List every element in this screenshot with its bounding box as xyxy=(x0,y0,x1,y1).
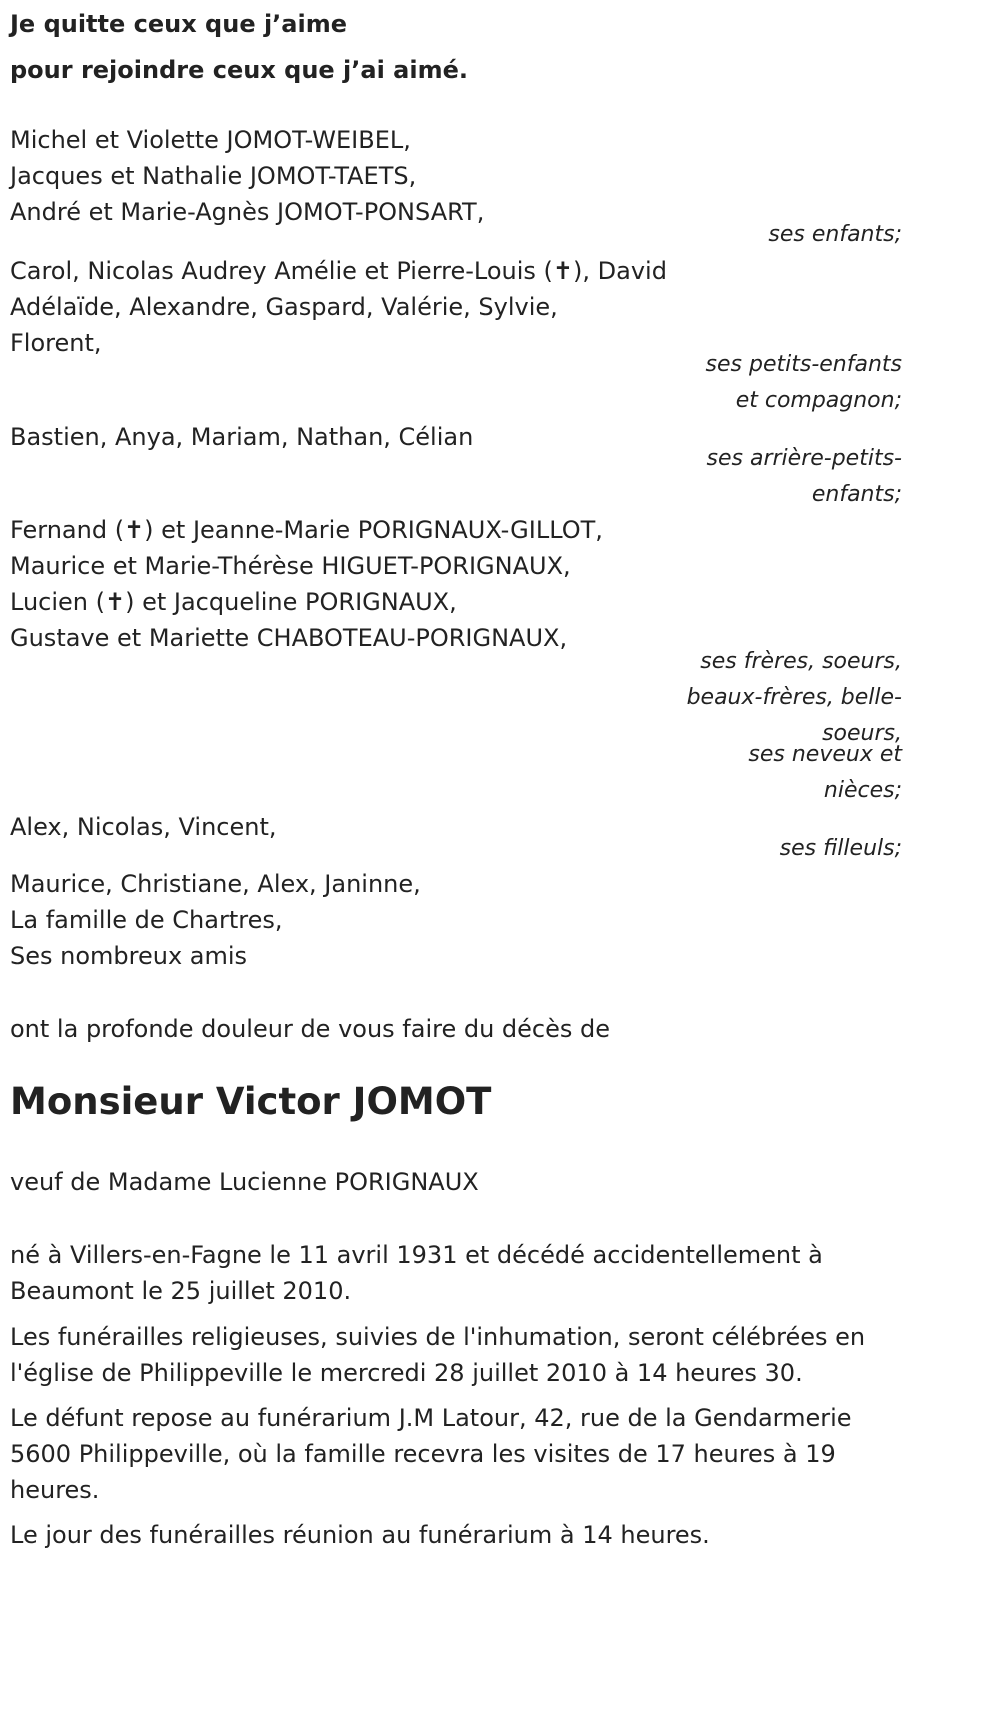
family-name-line: La famille de Chartres, xyxy=(10,906,283,934)
grandchildren-names xyxy=(10,253,902,361)
birth-death-text: né à Villers-en-Fagne le 11 avril 1931 et décédé accidentellement à Beaumont le 25 juillet 2010. xyxy=(10,1241,823,1305)
family-name-line: Maurice et Marie-Thérèse HIGUET-PORIGNAUX, xyxy=(10,552,571,580)
family-name-line: Michel et Violette JOMOT-WEIBEL, xyxy=(10,126,411,154)
widower-text: veuf de Madame Lucienne PORIGNAUX xyxy=(10,1168,479,1196)
announcement-text: ont la profonde douleur de vous faire du décès de xyxy=(10,1015,611,1043)
epigraph-line-2: pour rejoindre ceux que j’ai aimé. xyxy=(10,56,469,84)
children-names xyxy=(10,122,902,230)
relation-siblings: ses frères, soeurs, beaux-frères, belle- soeurs, xyxy=(686,649,902,746)
family-name-line: Adélaïde, Alexandre, Gaspard, Valérie, Sylvie, xyxy=(10,293,558,321)
family-name-line: Alex, Nicolas, Vincent, xyxy=(10,813,277,841)
funeral-text: Les funérailles religieuses, suivies de l'inhumation, seront célébrées en l'église de Philippeville le mercredi 28 juillet 2010 à 14 heures 30. xyxy=(10,1323,866,1387)
family-name-line: Fernand (✝) et Jeanne-Marie PORIGNAUX-GILLOT, xyxy=(10,516,603,544)
family-name-line: Florent, xyxy=(10,329,102,357)
deceased-name: Monsieur Victor JOMOT xyxy=(10,1080,492,1123)
family-name-line: Maurice, Christiane, Alex, Janinne, xyxy=(10,870,421,898)
relation-grandchildren: ses petits-enfants et compagnon; xyxy=(705,352,902,413)
family-name-line: Bastien, Anya, Mariam, Nathan, Célian xyxy=(10,423,474,451)
family-name-line: Gustave et Mariette CHABOTEAU-PORIGNAUX, xyxy=(10,624,568,652)
meeting-text: Le jour des funérailles réunion au funérarium à 14 heures. xyxy=(10,1521,710,1549)
relation-godchildren: ses filleuls; xyxy=(779,836,902,861)
repose-text: Le défunt repose au funérarium J.M Latour, 42, rue de la Gendarmerie 5600 Philippeville, où la famille recevra les visites de 17 heures à 19 heures. xyxy=(10,1404,852,1504)
family-name-line: Jacques et Nathalie JOMOT-TAETS, xyxy=(10,162,417,190)
godchildren-names xyxy=(10,809,902,845)
epigraph-line-1: Je quitte ceux que j’aime xyxy=(10,10,348,38)
family-name-line: Lucien (✝) et Jacqueline PORIGNAUX, xyxy=(10,588,457,616)
family-name-line: André et Marie-Agnès JOMOT-PONSART, xyxy=(10,198,485,226)
siblings-names xyxy=(10,512,902,656)
relation-children: ses enfants; xyxy=(768,222,902,247)
family-name-line: Ses nombreux amis xyxy=(10,942,248,970)
other-mourners xyxy=(10,866,902,974)
family-name-line: Carol, Nicolas Audrey Amélie et Pierre-Louis (✝), David xyxy=(10,257,667,285)
relation-great-grandchildren: ses arrière-petits- enfants; xyxy=(706,446,902,507)
relation-nephews: ses neveux et nièces; xyxy=(748,742,902,803)
